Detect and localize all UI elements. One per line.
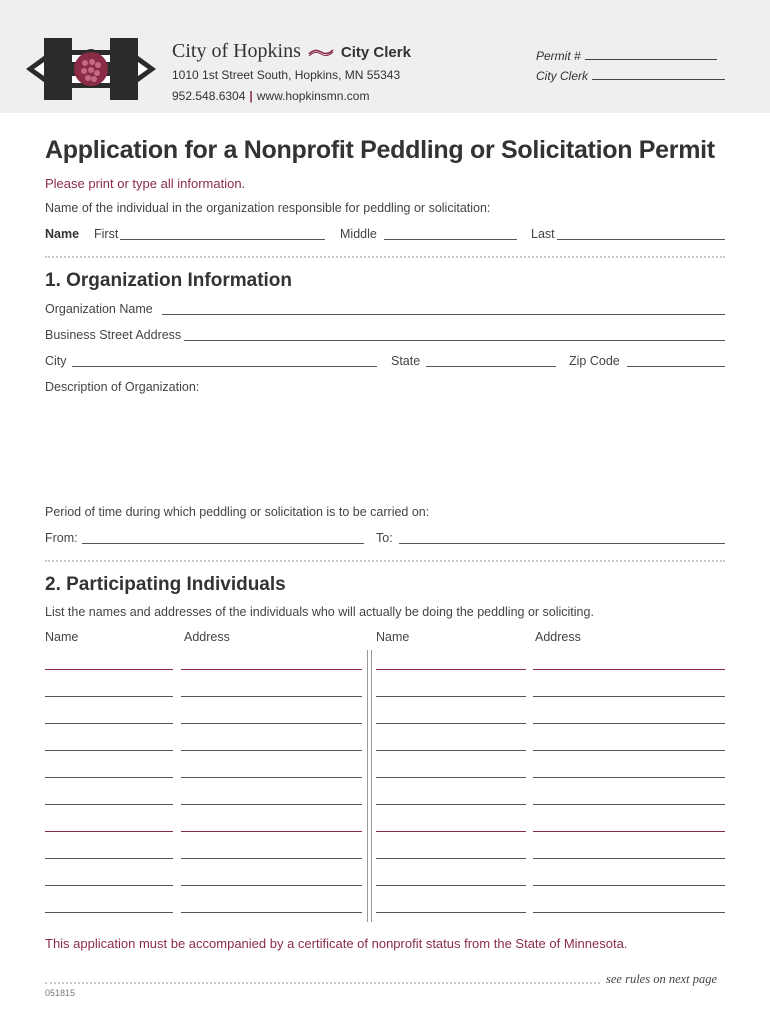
col-name-left: Name (45, 630, 79, 644)
zip-field[interactable] (627, 366, 725, 367)
form-code: 051815 (45, 988, 76, 998)
city-address: 1010 1st Street South, Hopkins, MN 55343 (172, 68, 401, 82)
street-field[interactable] (184, 340, 725, 341)
form-title: Application for a Nonprofit Peddling or Solicitation Permit (45, 136, 715, 164)
participant-name-field[interactable] (45, 750, 173, 751)
col-address-right: Address (535, 630, 581, 644)
contact-line (172, 89, 369, 103)
participant-name-field[interactable] (376, 750, 526, 751)
col-name-right: Name (376, 630, 410, 644)
participant-address-field[interactable] (533, 777, 725, 778)
footer-divider (45, 982, 600, 984)
department-name: City Clerk (340, 44, 411, 61)
permit-number-field[interactable] (536, 48, 717, 63)
participant-address-field[interactable] (533, 669, 725, 670)
participant-name-field[interactable] (45, 723, 173, 724)
participant-address-field[interactable] (533, 885, 725, 886)
participant-name-field[interactable] (45, 831, 173, 832)
participant-name-field[interactable] (376, 669, 526, 670)
first-name-field[interactable] (120, 239, 325, 240)
permit-label: Permit # (536, 49, 581, 63)
requirement-note: This application must be accompanied by a certificate of nonprofit status from the State of Minnesota. (45, 936, 628, 951)
participant-address-field[interactable] (533, 750, 725, 751)
city-name: City of Hopkins (172, 40, 301, 62)
next-page-note: see rules on next page (606, 972, 718, 986)
to-field[interactable] (399, 543, 725, 544)
to-label: To: (376, 531, 393, 545)
letterhead-title (172, 40, 411, 63)
org-name-field[interactable] (162, 314, 725, 315)
participant-address-field[interactable] (533, 912, 725, 913)
participant-address-field[interactable] (181, 777, 362, 778)
participant-name-field[interactable] (376, 912, 526, 913)
participant-address-field[interactable] (533, 696, 725, 697)
from-field[interactable] (82, 543, 364, 544)
column-divider (367, 650, 372, 922)
participant-address-field[interactable] (181, 831, 362, 832)
from-label: From: (45, 531, 78, 545)
participant-name-field[interactable] (376, 885, 526, 886)
participant-address-field[interactable] (533, 804, 725, 805)
swoosh-icon (308, 47, 334, 57)
clerk-field[interactable] (536, 68, 725, 83)
city-label: City (45, 354, 67, 368)
org-name-label: Organization Name (45, 302, 153, 316)
participant-address-field[interactable] (533, 858, 725, 859)
participant-name-field[interactable] (45, 777, 173, 778)
first-label: First (94, 227, 119, 241)
participant-address-field[interactable] (533, 831, 725, 832)
responsible-prompt: Name of the individual in the organization responsible for peddling or solicitation: (45, 201, 491, 215)
clerk-label: City Clerk (536, 69, 589, 83)
participant-name-field[interactable] (376, 831, 526, 832)
participant-name-field[interactable] (376, 777, 526, 778)
participant-address-field[interactable] (181, 696, 362, 697)
section-heading-organization: 1. Organization Information (45, 270, 293, 291)
participant-address-field[interactable] (181, 912, 362, 913)
middle-name-field[interactable] (384, 239, 517, 240)
participant-address-field[interactable] (181, 858, 362, 859)
middle-label: Middle (340, 227, 377, 241)
state-label: State (391, 354, 421, 368)
participant-name-field[interactable] (376, 858, 526, 859)
name-label: Name (45, 227, 80, 241)
individuals-prompt: List the names and addresses of the individuals who will actually be doing the peddling or soliciting. (45, 605, 594, 619)
city-logo-icon (26, 38, 156, 100)
last-label: Last (531, 227, 555, 241)
participant-address-field[interactable] (181, 669, 362, 670)
participant-name-field[interactable] (45, 696, 173, 697)
participant-name-field[interactable] (45, 858, 173, 859)
participant-name-field[interactable] (45, 912, 173, 913)
participant-address-field[interactable] (181, 723, 362, 724)
letterhead (0, 0, 770, 113)
col-address-left: Address (184, 630, 230, 644)
city-field[interactable] (72, 366, 377, 367)
participant-name-field[interactable] (45, 885, 173, 886)
description-field[interactable] (45, 398, 725, 494)
participant-name-field[interactable] (376, 804, 526, 805)
divider (45, 256, 725, 258)
participant-name-field[interactable] (376, 696, 526, 697)
separator: | (249, 89, 253, 103)
divider (45, 560, 725, 562)
participant-address-field[interactable] (533, 723, 725, 724)
street-label: Business Street Address (45, 328, 182, 342)
participant-name-field[interactable] (376, 723, 526, 724)
participant-address-field[interactable] (181, 804, 362, 805)
section-heading-individuals: 2. Participating Individuals (45, 574, 286, 595)
state-field[interactable] (426, 366, 556, 367)
participant-address-field[interactable] (181, 885, 362, 886)
website[interactable]: www.hopkinsmn.com (256, 89, 370, 103)
participant-name-field[interactable] (45, 804, 173, 805)
description-label: Description of Organization: (45, 380, 200, 394)
phone-number: 952.548.6304 (172, 89, 246, 103)
last-name-field[interactable] (557, 239, 725, 240)
period-label: Period of time during which peddling or solicitation is to be carried on: (45, 505, 430, 519)
participant-address-field[interactable] (181, 750, 362, 751)
participant-name-field[interactable] (45, 669, 173, 670)
zip-label: Zip Code (569, 354, 620, 368)
instruction-text: Please print or type all information. (45, 176, 246, 191)
